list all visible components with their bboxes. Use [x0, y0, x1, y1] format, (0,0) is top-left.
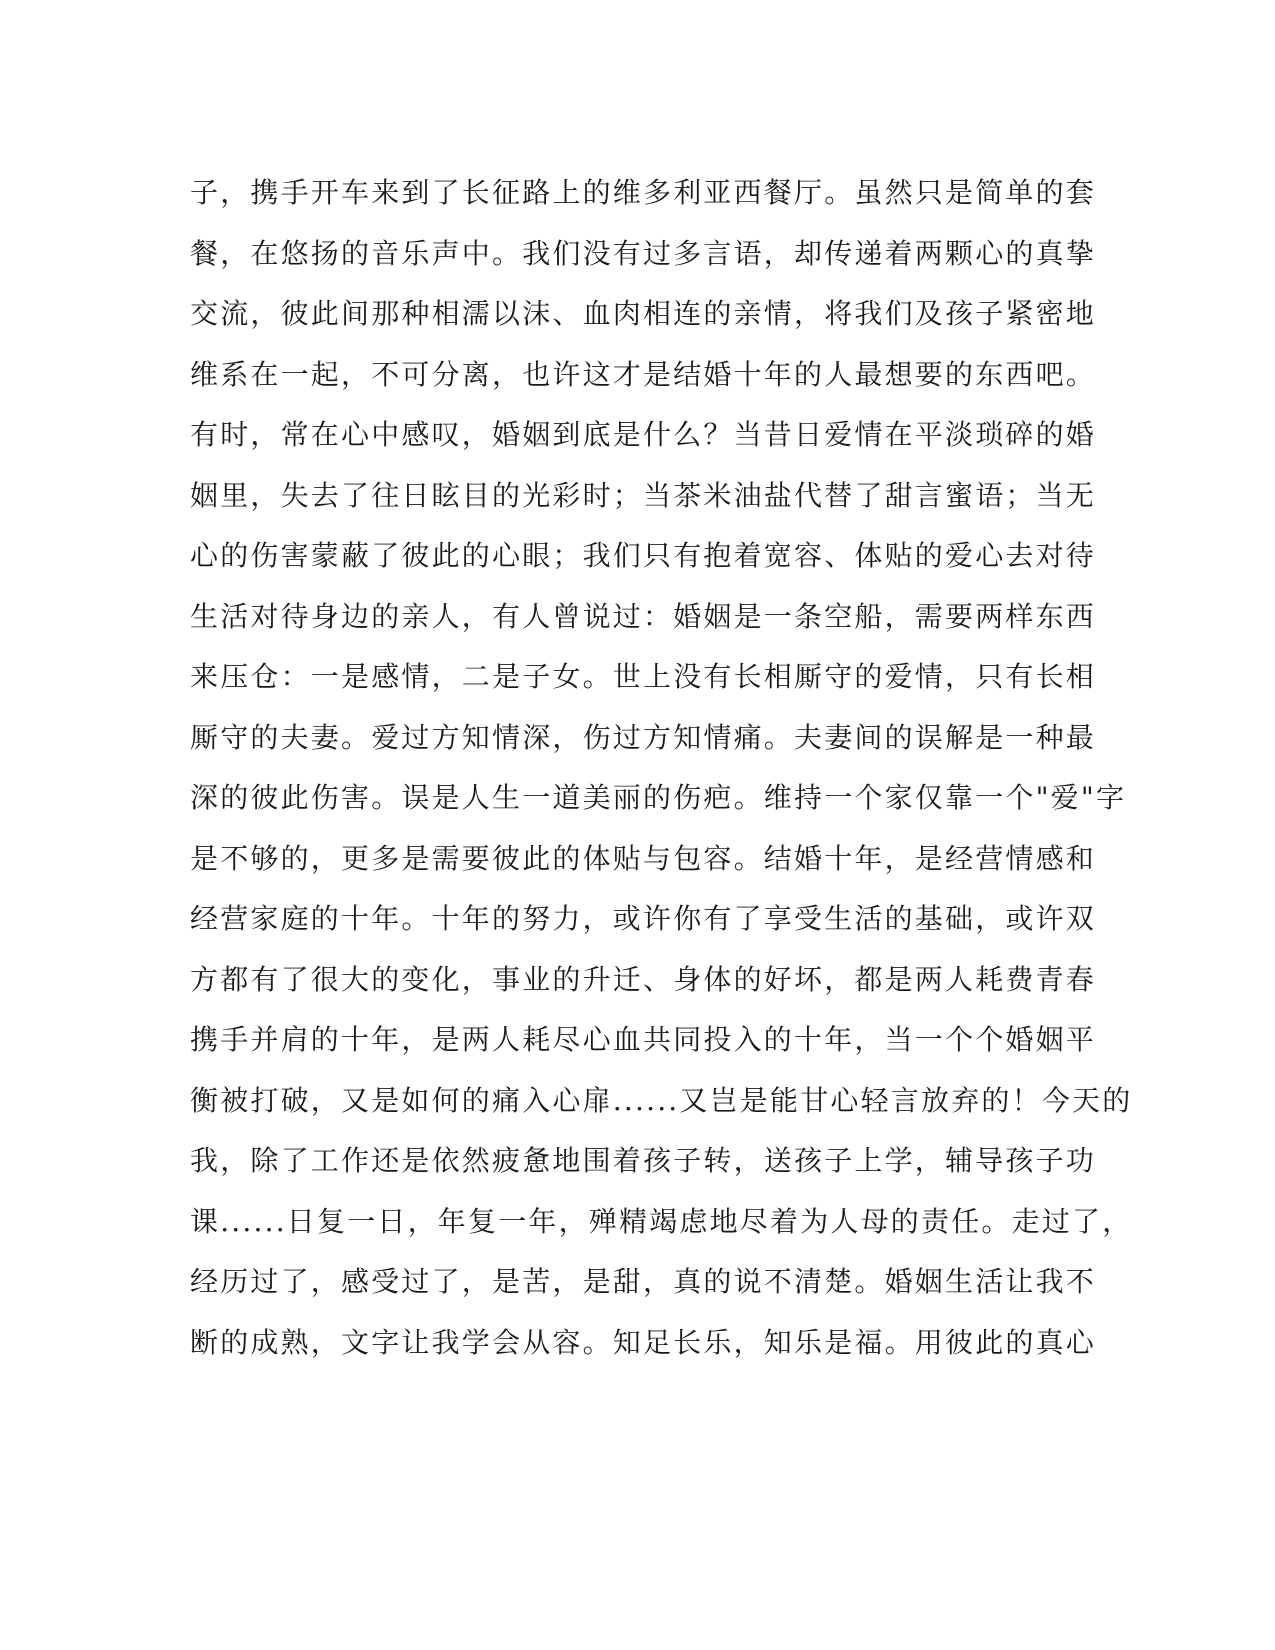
text-line-19: 经历过了，感受过了，是苦，是甜，真的说不清楚。婚姻生活让我不	[190, 1265, 1097, 1298]
text-line-17: 我，除了工作还是依然疲惫地围着孩子转，送孩子上学，辅导孩子功	[190, 1144, 1097, 1177]
text-line-12: 是不够的，更多是需要彼此的体贴与包容。结婚十年，是经营情感和	[190, 841, 1097, 875]
text-line-4: 维系在一起，不可分离，也许这才是结婚十年的人最想要的东西吧。	[190, 357, 1097, 391]
text-line-9: 来压仓：一是感情，二是子女。世上没有长相厮守的爱情，只有长相	[190, 660, 1097, 693]
text-line-14: 方都有了很大的变化，事业的升迁、身体的好坏，都是两人耗费青春	[190, 962, 1097, 996]
text-line-5: 有时，常在心中感叹，婚姻到底是什么？当昔日爱情在平淡琐碎的婚	[190, 418, 1097, 451]
text-line-18: 课......日复一日，年复一年，殚精竭虑地尽着为人母的责任。走过了，	[190, 1204, 1133, 1238]
text-line-10: 厮守的夫妻。爱过方知情深，伤过方知情痛。夫妻间的误解是一种最	[190, 720, 1097, 754]
text-line-1: 子，携手开车来到了长征路上的维多利亚西餐厅。虽然只是简单的套	[190, 176, 1097, 209]
text-line-3: 交流，彼此间那种相濡以沫、血肉相连的亲情，将我们及孩子紧密地	[190, 297, 1097, 330]
text-line-15: 携手并肩的十年，是两人耗尽心血共同投入的十年，当一个个婚姻平	[190, 1023, 1097, 1056]
body-text	[190, 163, 1133, 1373]
text-line-8: 生活对待身边的亲人，有人曾说过：婚姻是一条空船，需要两样东西	[190, 599, 1097, 633]
text-line-16: 衡被打破，又是如何的痛入心扉......又岂是能甘心轻言放弃的！今天的	[190, 1083, 1133, 1117]
text-line-6: 姻里，失去了往日眩目的光彩时；当茶米油盐代替了甜言蜜语；当无	[190, 478, 1097, 512]
text-line-7: 心的伤害蒙蔽了彼此的心眼；我们只有抱着宽容、体贴的爱心去对待	[190, 539, 1097, 572]
text-line-2: 餐，在悠扬的音乐声中。我们没有过多言语，却传递着两颗心的真挚	[190, 236, 1097, 270]
text-line-20: 断的成熟，文字让我学会从容。知足长乐，知乐是福。用彼此的真心	[190, 1325, 1097, 1359]
text-line-13: 经营家庭的十年。十年的努力，或许你有了享受生活的基础，或许双	[190, 902, 1097, 935]
text-line-11: 深的彼此伤害。误是人生一道美丽的伤疤。维持一个家仅靠一个"爱"字	[190, 781, 1127, 814]
